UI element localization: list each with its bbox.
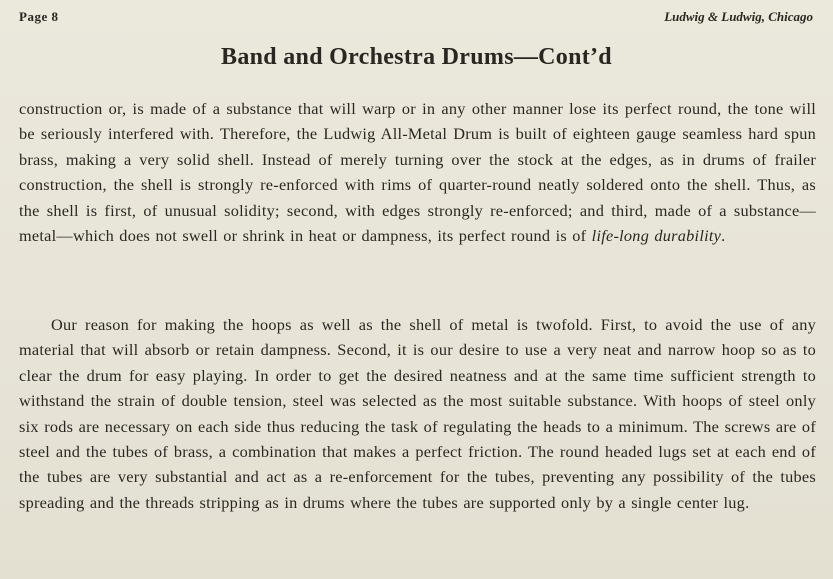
page-title: Band and Orchestra Drums—Cont’d (221, 44, 612, 70)
publisher-header: Ludwig & Ludwig, Chicago (664, 9, 813, 24)
paragraph-1-emphasis: life-long durability (591, 226, 722, 246)
body-paragraph-2: Our reason for making the hoops as well as the shell of metal is twofold. First, to avoid the use of any material that will absorb or retain dampness. Second, it is our desire to use a very neat and narrow hoop so as to clear the drum for easy playing. In order to get the desired neatness and at the same time sufficient strength to withstand the strain of double tension, steel was selected as the most suitable substance. With hoops of steel only six rods are necessary on each side thus reducing the task of regulating the heads to a minimum. The screws are of steel and the tubes of brass, a combination that makes a perfect friction. The round headed lugs set at each end of the tubes are very substantial and act as a re-enforcement for the tubes, preventing any possibility of the tubes spreading and the threads stripping as in drums where the tubes are supported only by a single center lug. (19, 315, 816, 512)
paragraph-1-end: . (721, 226, 726, 246)
paragraph-1-text: construction or, is made of a substance that will warp or in any other manner lose its perfect round, the tone will be seriously interfered with. Therefore, the Ludwig All-Metal Drum is built of eighteen gauge seamless hard spun brass, making a very solid shell. Instead of merely turning over the stock at the edges, as in drums of frailer construction, the shell is strongly re-enforced with rims of quarter-round neatly soldered onto the shell. Thus, as the shell is first, of unusual solidity; second, with edges strongly re-enforced; and third, made of a substance—metal—which does not swell or shrink in heat or dampness, its perfect round is of (19, 99, 816, 246)
body-paragraph-1 (19, 96, 816, 248)
page-number: Page 8 (19, 9, 59, 24)
